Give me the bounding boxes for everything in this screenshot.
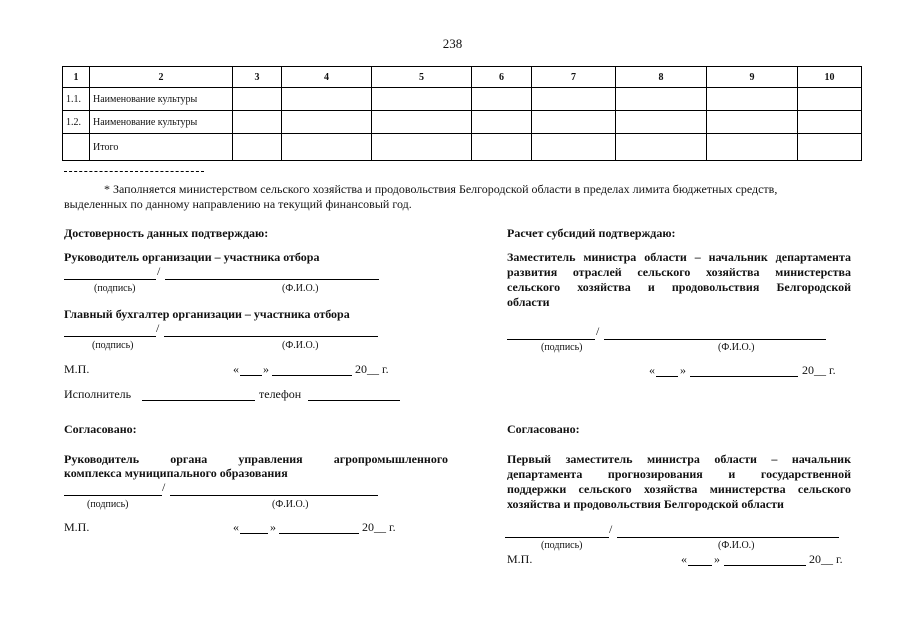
table-header-cell: 7 [532,67,616,88]
table-header-cell: 6 [472,67,532,88]
table-total-row [63,134,862,161]
table-cell [707,134,798,161]
right-agreed-heading: Согласовано: [507,422,580,436]
table-cell [798,88,862,111]
table-cell [707,88,798,111]
table-cell [532,111,616,134]
date-year: 20__ г. [809,552,843,566]
first-deputy-line-1: Первый заместитель министра области – начальник [507,452,851,466]
head-org-title: Руководитель организации – участника отбора [64,250,320,264]
signature-line [505,537,609,538]
left-agreed-heading: Согласовано: [64,422,137,436]
table-cell [798,111,862,134]
table-cell [616,134,707,161]
table-cell: 1.2. [63,111,90,134]
table-cell [282,111,372,134]
date-day-line [688,565,712,566]
name-line [164,336,378,337]
left-heading: Достоверность данных подтверждаю: [64,226,269,240]
fio-label: (Ф.И.О.) [272,499,309,510]
agro-title-line-1: Руководитель органа управления агропромышленного [64,452,448,466]
table-cell [233,88,282,111]
date-open-quote: « [681,552,687,566]
slash: / [609,522,613,536]
footnote-separator [64,171,204,172]
podpis-label: (подпись) [94,283,136,294]
table-cell [472,88,532,111]
signature-line [507,339,595,340]
page-number: 238 [442,36,463,51]
date-day-line [240,375,262,376]
date-day-line [656,376,678,377]
table-header-cell: 1 [63,67,90,88]
name-line [170,495,378,496]
date-open-quote: « [233,362,239,376]
date-month-line [724,565,806,566]
table-cell: Наименование культуры [90,111,233,134]
podpis-label: (подпись) [541,540,583,551]
date-close-quote: » [714,552,720,566]
deputy-title-line-4: области [507,295,550,309]
table-header-cell: 10 [798,67,862,88]
table-cell [372,111,472,134]
phone-line [308,400,400,401]
name-line [604,339,826,340]
footnote-line-2: выделенных по данному направлению на текущий финансовый год. [64,197,412,211]
date-month-line [272,375,352,376]
name-line [617,537,839,538]
table-cell [616,88,707,111]
slash: / [162,480,166,494]
table-cell [372,134,472,161]
signature-line [64,495,162,496]
podpis-label: (подпись) [92,340,134,351]
table-cell [798,134,862,161]
table-cell [472,134,532,161]
date-open-quote: « [233,520,239,534]
subsidy-table [62,66,862,161]
table-cell [233,134,282,161]
agro-title-line-2: комплекса муниципального образования [64,466,288,480]
table-cell [282,134,372,161]
fio-label: (Ф.И.О.) [282,283,319,294]
deputy-title-line-2: развития отраслей сельского хозяйства министерства [507,265,851,279]
fio-label: (Ф.И.О.) [282,340,319,351]
fio-label: (Ф.И.О.) [718,342,755,353]
table-cell [233,111,282,134]
mp-label: М.П. [64,520,90,534]
right-heading: Расчет субсидий подтверждаю: [507,226,676,240]
table-cell [532,134,616,161]
chief-accountant-title: Главный бухгалтер организации – участника отбора [64,307,350,321]
table-cell [282,88,372,111]
table-header-cell: 9 [707,67,798,88]
date-month-line [690,376,798,377]
date-close-quote: » [263,362,269,376]
podpis-label: (подпись) [87,499,129,510]
date-year: 20__ г. [362,520,396,534]
executor-line [142,400,255,401]
slash: / [157,264,161,278]
footnote-line-1: * Заполняется министерством сельского хозяйства и продовольствия Белгородской области в пределах лимита бюджетных средств, [104,182,778,196]
name-line [165,279,379,280]
deputy-title-line-3: сельского хозяйства и продовольствия Белгородской [507,280,851,294]
phone-label: телефон [259,387,302,401]
signature-line [64,336,156,337]
date-year: 20__ г. [802,363,836,377]
table-cell [372,88,472,111]
table-header-cell: 5 [372,67,472,88]
podpis-label: (подпись) [541,342,583,353]
mp-label: М.П. [507,552,533,566]
deputy-title-line-1: Заместитель министра области – начальник департамента [507,250,851,264]
date-year: 20__ г. [355,362,389,376]
table-cell: Наименование культуры [90,88,233,111]
date-close-quote: » [680,363,686,377]
date-close-quote: » [270,520,276,534]
date-month-line [279,533,359,534]
table-header-cell: 2 [90,67,233,88]
table-cell [472,111,532,134]
table-row [63,88,862,111]
fio-label: (Ф.И.О.) [718,540,755,551]
table-cell: 1.1. [63,88,90,111]
table-cell [63,134,90,161]
table-cell [707,111,798,134]
slash: / [156,321,160,335]
table-header-cell: 4 [282,67,372,88]
slash: / [596,324,600,338]
table-cell [532,88,616,111]
first-deputy-line-2: департамента прогнозирования и государственной [507,467,851,481]
table-header-cell: 8 [616,67,707,88]
table-header-row [63,67,862,88]
date-open-quote: « [649,363,655,377]
table-row [63,111,862,134]
first-deputy-line-3: поддержки сельского хозяйства министерства сельского [507,482,851,496]
first-deputy-line-4: хозяйства и продовольствия Белгородской области [507,497,784,511]
mp-label: М.П. [64,362,90,376]
table-cell: Итого [90,134,233,161]
table-header-cell: 3 [233,67,282,88]
date-day-line [240,533,268,534]
signature-line [64,279,156,280]
table-cell [616,111,707,134]
executor-label: Исполнитель [64,387,132,401]
